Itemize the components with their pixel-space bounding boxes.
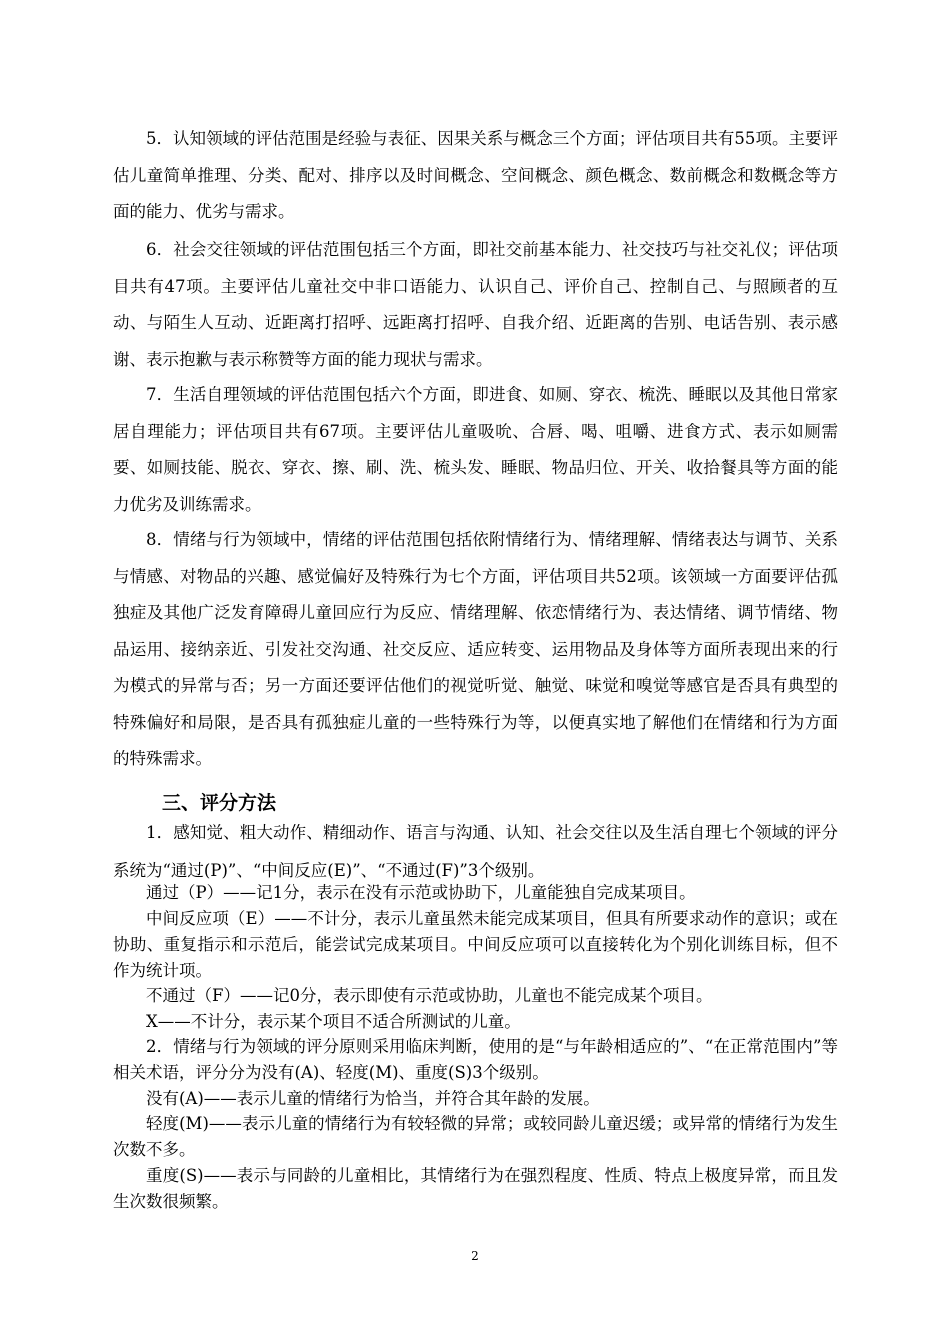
section-heading-scoring: 三、评分方法: [162, 792, 277, 814]
paragraph-emotion-scoring: 2．情绪与行为领域的评分原则采用临床判断，使用的是“与年龄相适应的”、“在正常范围内”等相关术语，评分分为没有(A)、轻度(M)、重度(S)3个级别。: [113, 1037, 838, 1082]
paragraph-social: 6．社会交往领域的评估范围包括三个方面，即社交前基本能力、社交技巧与社交礼仪；评估项目共有47项。主要评估儿童社交中非口语能力、认识自己、评价自己、控制自己、与照顾者的互动、与陌生人互动、近距离打招呼、远距离打招呼、自我介绍、近距离的告别、电话告别、表示感谢、表示抱歉与表示称赞等方面的能力现状与需求。: [113, 240, 838, 369]
paragraph-none-a: 没有(A)——表示儿童的情绪行为恰当，并符合其年龄的发展。: [146, 1089, 600, 1108]
paragraph-fail: 不通过（F）——记0分，表示即使有示范或协助，儿童也不能完成某个项目。: [146, 986, 713, 1005]
paragraph-emotion-behavior: 8．情绪与行为领域中，情绪的评估范围包括依附情绪行为、情绪理解、情绪表达与调节、关系与情感、对物品的兴趣、感觉偏好及特殊行为七个方面，评估项目共52项。该领域一方面要评估孤独症及其他广泛发育障碍儿童回应行为反应、情绪理解、依恋情绪行为、表达情绪、调节情绪、物品运用、接纳亲近、引发社交沟通、社交反应、适应转变、运用物品及身体等方面所表现出来的行为模式的异常与否；另一方面还要评估他们的视觉听觉、触觉、味觉和嗅觉等感官是否具有典型的特殊偏好和局限，是否具有孤独症儿童的一些特殊行为等，以便真实地了解他们在情绪和行为方面的特殊需求。: [113, 530, 838, 768]
paragraph-pass: 通过（P）——记1分，表示在没有示范或协助下，儿童能独自完成某项目。: [146, 883, 696, 902]
paragraph-cognition: 5．认知领域的评估范围是经验与表征、因果关系与概念三个方面；评估项目共有55项。主要评估儿童简单推理、分类、配对、排序以及时间概念、空间概念、颜色概念、数前概念和数概念等方面的能力、优劣与需求。: [113, 129, 838, 221]
paragraph-severe-s: 重度(S)——表示与同龄的儿童相比，其情绪行为在强烈程度、性质、特点上极度异常，而且发生次数很频繁。: [113, 1166, 838, 1211]
paragraph-emerging: 中间反应项（E）——不计分，表示儿童虽然未能完成某项目，但具有所要求动作的意识；或在协助、重复指示和示范后，能尝试完成某项目。中间反应项可以直接转化为个别化训练目标，但不作为统计项。: [113, 909, 838, 980]
paragraph-self-care: 7．生活自理领域的评估范围包括六个方面，即进食、如厕、穿衣、梳洗、睡眠以及其他日常家居自理能力；评估项目共有67项。主要评估儿童吸吮、合唇、喝、咀嚼、进食方式、表示如厕需要、如厕技能、脱衣、穿衣、擦、刷、洗、梳头发、睡眠、物品归位、开关、收拾餐具等方面的能力优劣及训练需求。: [113, 385, 838, 514]
page-number: 2: [471, 1249, 479, 1263]
paragraph-x-item: X——不计分，表示某个项目不适合所测试的儿童。: [146, 1012, 521, 1031]
paragraph-scoring-levels: 1．感知觉、粗大动作、精细动作、语言与沟通、认知、社会交往以及生活自理七个领域的评分系统为“通过(P)”、“中间反应(E)”、“不通过(F)”3个级别。: [113, 823, 838, 880]
paragraph-mild-m: 轻度(M)——表示儿童的情绪行为有较轻微的异常；或较同龄儿童迟缓；或异常的情绪行为发生次数不多。: [113, 1114, 838, 1159]
